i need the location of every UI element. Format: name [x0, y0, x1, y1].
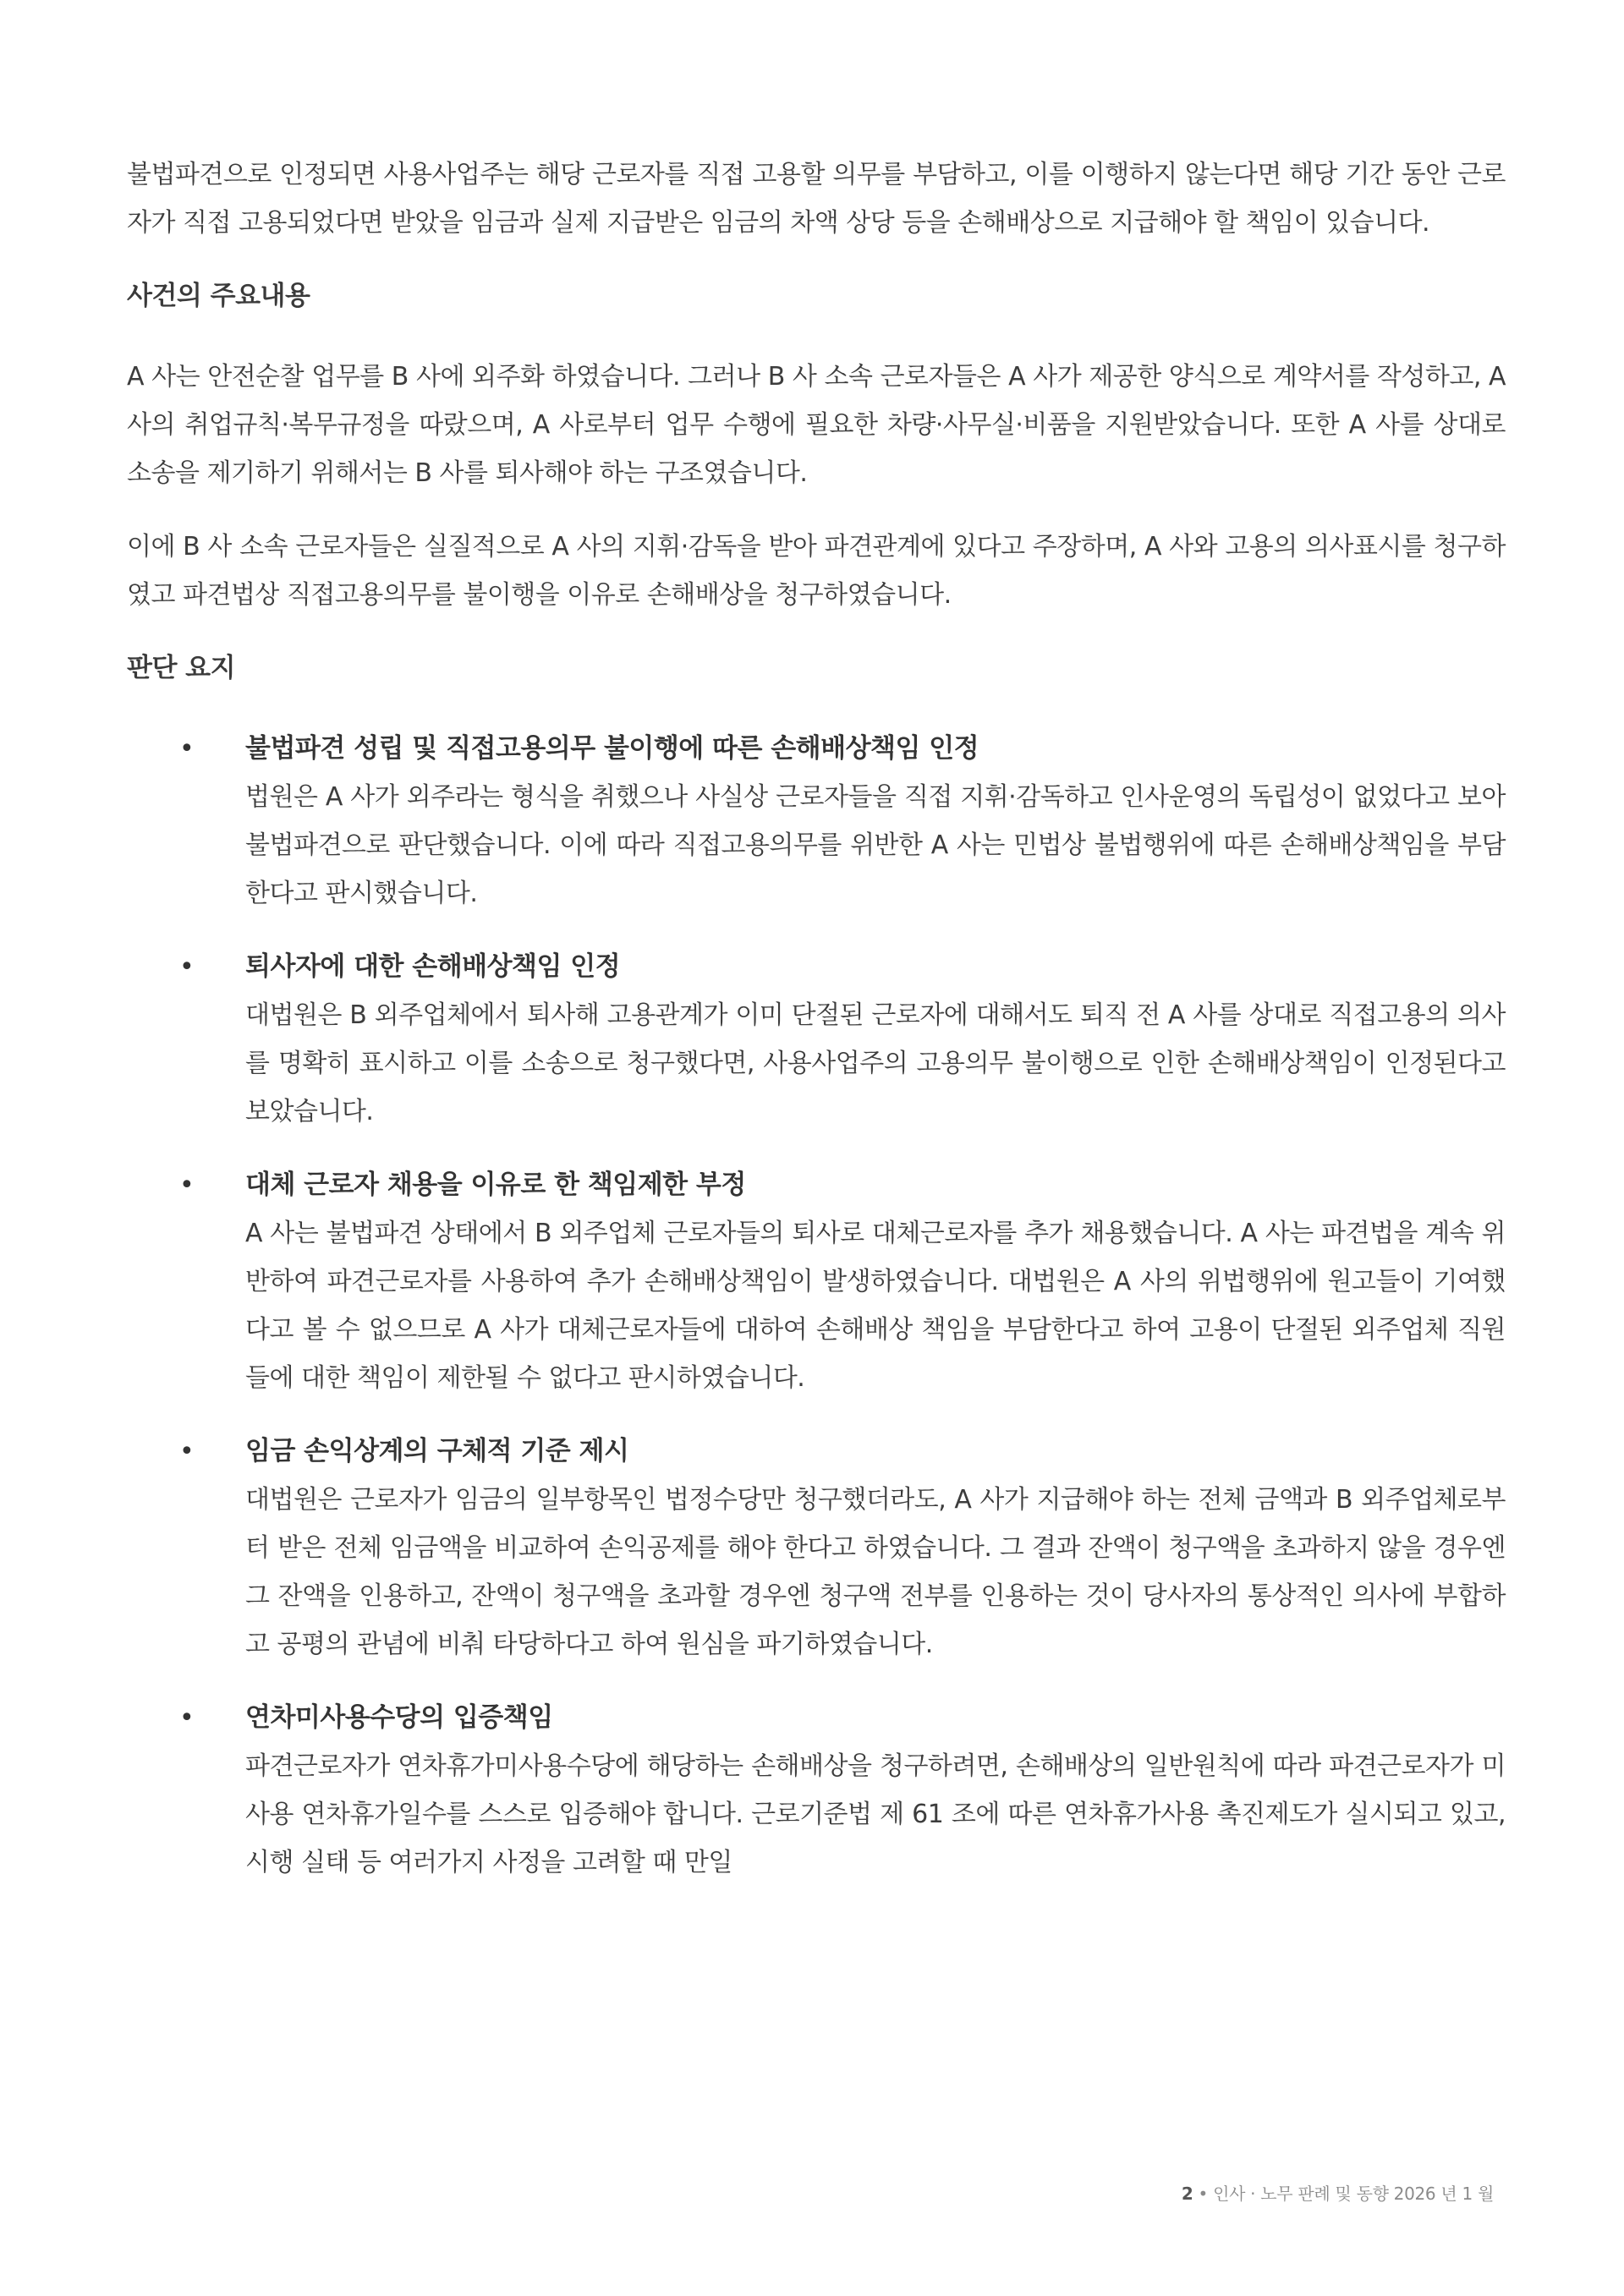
judgment-item-body: A 사는 불법파견 상태에서 B 외주업체 근로자들의 퇴사로 대체근로자를 추가 채용했습니다. A 사는 파견법을 계속 위반하여 파견근로자를 사용하여 추가 손해배상책임이 발생하였습니다. 대법원은 A 사의 위법행위에 원고들이 기여했다고 볼 수 없으므로 A 사가 대체근로자들에 대하여 손해배상 책임을 부담한다고 하여 고용이 단절된 외주업체 직원들에 대한 책임이 제한될 수 없다고 판시하였습니다.: [245, 1219, 1506, 1393]
judgment-item-title: 불법파견 성립 및 직접고용의무 불이행에 따른 손해배상책임 인정: [245, 733, 979, 764]
bullet-icon: •: [179, 1703, 195, 1733]
page-footer: [1182, 2180, 1494, 2205]
intro-paragraph: 불법파견으로 인정되면 사용사업주는 해당 근로자를 직접 고용할 의무를 부담하고, 이를 이행하지 않는다면 해당 기간 동안 근로자가 직접 고용되었다면 받았을 임금과 실제 지급받은 임금의 차액 상당 등을 손해배상으로 지급해야 할 책임이 있습니다.: [127, 160, 1506, 238]
judgment-item: [127, 1427, 1506, 1669]
judgment-item-body: 대법원은 B 외주업체에서 퇴사해 고용관계가 이미 단절된 근로자에 대해서도 퇴직 전 A 사를 상대로 직접고용의 의사를 명확히 표시하고 이를 소송으로 청구했다면, 사용사업주의 고용의무 불이행으로 인한 손해배상책임이 인정된다고 보았습니다.: [245, 1000, 1506, 1126]
footer-publication: 인사 · 노무 판례 및 동향 2026 년 1 월: [1213, 2184, 1494, 2204]
bullet-icon: •: [179, 952, 195, 982]
judgment-item-title: 퇴사자에 대한 손해배상책임 인정: [245, 951, 621, 982]
case-paragraph-1: A 사는 안전순찰 업무를 B 사에 외주화 하였습니다. 그러나 B 사 소속 근로자들은 A 사가 제공한 양식으로 계약서를 작성하고, A 사의 취업규칙·복무규정을 따랐으며, A 사로부터 업무 수행에 필요한 차량·사무실·비품을 지원받았습니다. 또한 A 사를 상대로 소송을 제기하기 위해서는 B 사를 퇴사해야 하는 구조였습니다.: [127, 362, 1506, 488]
judgment-item: [127, 1694, 1506, 1887]
judgment-item: [127, 1161, 1506, 1402]
footer-separator: •: [1198, 2184, 1209, 2204]
judgment-item-title: 연차미사용수당의 입증책임: [245, 1702, 553, 1733]
judgment-item-title: 대체 근로자 채용을 이유로 한 책임제한 부정: [245, 1170, 746, 1200]
judgment-item-title: 임금 손익상계의 구체적 기준 제시: [245, 1436, 629, 1466]
case-heading: 사건의 주요내용: [127, 281, 310, 311]
bullet-icon: •: [179, 1170, 195, 1200]
page-number: 2: [1181, 2184, 1193, 2204]
document-page: [127, 151, 1506, 1912]
judgment-list: [127, 725, 1506, 1887]
case-paragraph-2: 이에 B 사 소속 근로자들은 실질적으로 A 사의 지휘·감독을 받아 파견관계에 있다고 주장하며, A 사와 고용의 의사표시를 청구하였고 파견법상 직접고용의무를 불이행을 이유로 손해배상을 청구하였습니다.: [127, 532, 1506, 610]
bullet-icon: •: [179, 734, 195, 764]
judgment-item: [127, 725, 1506, 918]
bullet-icon: •: [179, 1437, 195, 1466]
judgment-item: [127, 943, 1506, 1136]
judgment-item-body: 법원은 A 사가 외주라는 형식을 취했으나 사실상 근로자들을 직접 지휘·감독하고 인사운영의 독립성이 없었다고 보아 불법파견으로 판단했습니다. 이에 따라 직접고용의무를 위반한 A 사는 민법상 불법행위에 따른 손해배상책임을 부담한다고 판시했습니다.: [245, 782, 1506, 908]
judgment-item-body: 대법원은 근로자가 임금의 일부항목인 법정수당만 청구했더라도, A 사가 지급해야 하는 전체 금액과 B 외주업체로부터 받은 전체 임금액을 비교하여 손익공제를 해야 한다고 하였습니다. 그 결과 잔액이 청구액을 초과하지 않을 경우엔 그 잔액을 인용하고, 잔액이 청구액을 초과할 경우엔 청구액 전부를 인용하는 것이 당사자의 통상적인 의사에 부합하고 공평의 관념에 비춰 타당하다고 하여 원심을 파기하였습니다.: [245, 1485, 1506, 1659]
judgment-item-body: 파견근로자가 연차휴가미사용수당에 해당하는 손해배상을 청구하려면, 손해배상의 일반원칙에 따라 파견근로자가 미사용 연차휴가일수를 스스로 입증해야 합니다. 근로기준법 제 61 조에 따른 연차휴가사용 촉진제도가 실시되고 있고, 시행 실태 등 여러가지 사정을 고려할 때 만일: [245, 1751, 1506, 1877]
judgment-heading: 판단 요지: [127, 653, 236, 683]
